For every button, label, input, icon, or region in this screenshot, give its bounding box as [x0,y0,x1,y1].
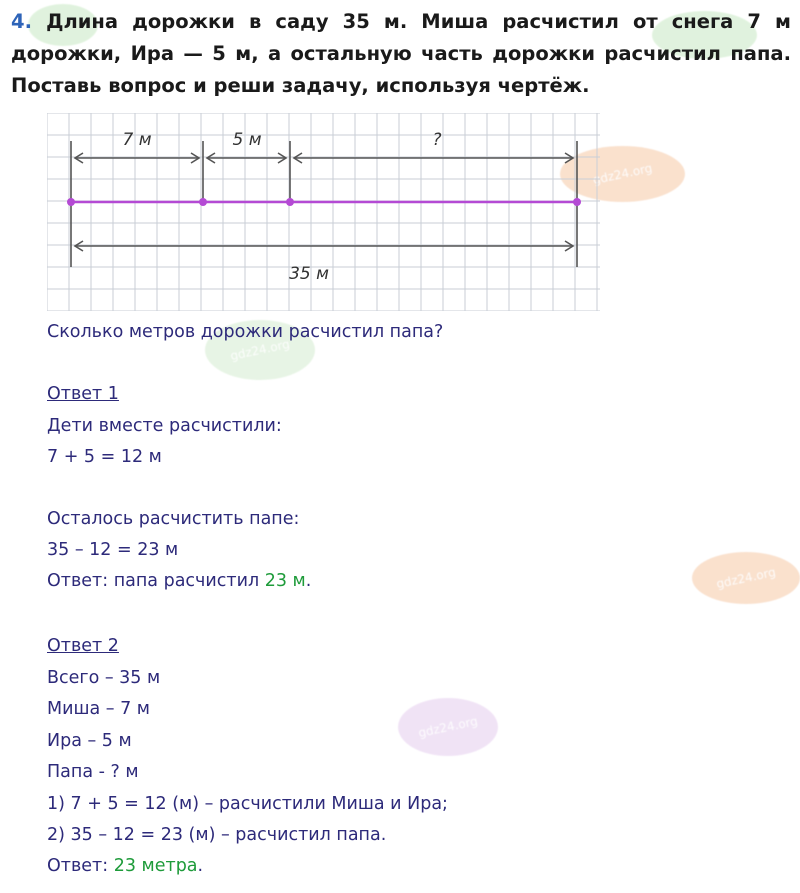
diagram-marks [71,141,577,267]
watermark-text: gdz24.org [591,160,654,188]
problem-text: Длина дорожки в саду 35 м. Миша расчистил от снега 7 м дорожки, Ира — 5 м, а остальную часть дорожки расчистил папа. Поставь вопрос и реши задачу, используя чертёж. [11,10,791,97]
segment-diagram [47,113,600,311]
answer2-line5: 1) 7 + 5 = 12 (м) – расчистили Миша и Ира; [47,794,448,814]
answer1-result-prefix: Ответ: папа расчистил [47,571,265,591]
answer2-line2: Миша – 7 м [47,699,150,719]
answer2-result-suffix: . [197,856,204,876]
label-papa: ? [432,130,442,150]
path-point [286,198,294,206]
answer2-title: Ответ 2 [47,636,119,656]
path-point [67,198,75,206]
label-misha: 7 м [122,130,152,150]
answer2-line3: Ира – 5 м [47,731,132,751]
watermark-text: gdz24.org [715,564,777,592]
answer2-line6: 2) 35 – 12 = 23 (м) – расчистил папа. [47,825,387,845]
answer2-result [47,856,767,876]
grid-paper [47,113,600,311]
watermark-text: gdz24.org [417,713,479,741]
label-ira: 5 м [232,130,262,150]
path-segment [67,198,581,206]
label-total: 35 м [289,264,329,284]
question: Сколько метров дорожки расчистил папа? [47,322,444,342]
answer1-line4: 35 – 12 = 23 м [47,540,179,560]
watermark-text: gdz24.org [229,336,291,364]
answer2-line4: Папа - ? м [47,762,139,782]
answer2-result-prefix: Ответ: [47,856,114,876]
problem-statement [11,6,791,102]
answer1-result [47,571,767,591]
answer1-title: Ответ 1 [47,384,119,404]
path-point [199,198,207,206]
answer1-result-suffix: . [305,571,312,591]
answer1-result-value: 23 м [264,571,306,591]
answer1-line2: 7 + 5 = 12 м [47,447,162,467]
problem-number: 4. [11,10,32,33]
path-point [573,198,581,206]
answer2-result-value: 23 метра [113,856,198,876]
answer1-line3: Осталось расчистить папе: [47,509,300,529]
answer1-line1: Дети вместе расчистили: [47,416,282,436]
answer2-line1: Всего – 35 м [47,668,161,688]
